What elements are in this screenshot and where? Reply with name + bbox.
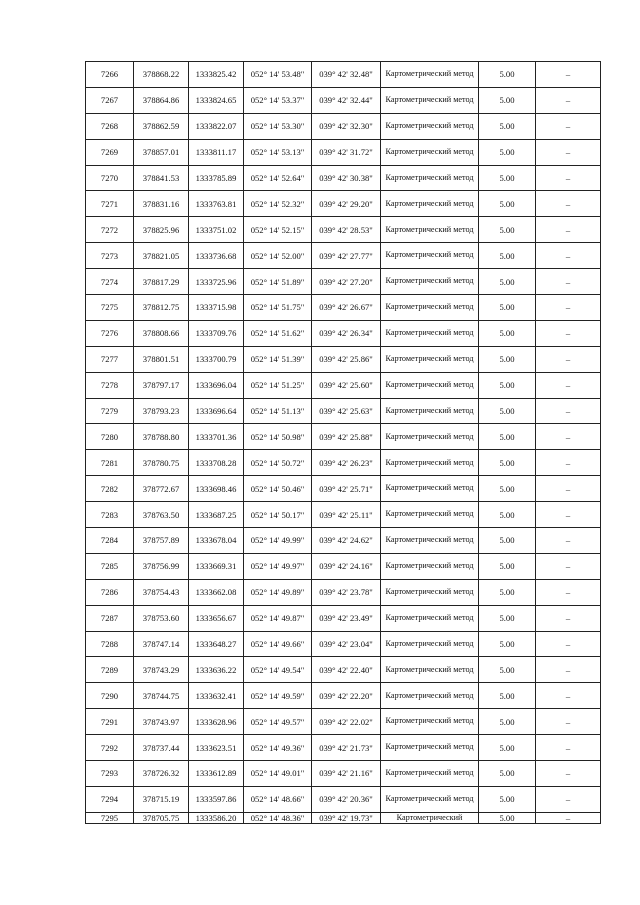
point-number-cell: 7272	[86, 217, 134, 243]
table-row	[86, 812, 601, 823]
latitude-cell: 052° 14' 49.59"	[244, 683, 312, 709]
y-coordinate-cell: 1333662.08	[189, 579, 244, 605]
method-cell: Картометрический метод	[381, 346, 479, 372]
note-cell: –	[536, 243, 601, 269]
point-number-cell: 7276	[86, 320, 134, 346]
latitude-cell: 052° 14' 53.13"	[244, 139, 312, 165]
point-number-cell: 7290	[86, 683, 134, 709]
x-coordinate-cell: 378793.23	[134, 398, 189, 424]
accuracy-cell: 5.00	[479, 605, 536, 631]
accuracy-cell: 5.00	[479, 786, 536, 812]
latitude-cell: 052° 14' 49.54"	[244, 657, 312, 683]
longitude-cell: 039° 42' 25.86"	[312, 346, 381, 372]
longitude-cell: 039° 42' 32.48"	[312, 62, 381, 88]
accuracy-cell: 5.00	[479, 217, 536, 243]
longitude-cell: 039° 42' 23.49"	[312, 605, 381, 631]
accuracy-cell: 5.00	[479, 476, 536, 502]
table-row	[86, 605, 601, 631]
y-coordinate-cell: 1333785.89	[189, 165, 244, 191]
y-coordinate-cell: 1333632.41	[189, 683, 244, 709]
x-coordinate-cell: 378825.96	[134, 217, 189, 243]
x-coordinate-cell: 378812.75	[134, 295, 189, 321]
y-coordinate-cell: 1333751.02	[189, 217, 244, 243]
note-cell: –	[536, 320, 601, 346]
note-cell: –	[536, 295, 601, 321]
x-coordinate-cell: 378747.14	[134, 631, 189, 657]
accuracy-cell: 5.00	[479, 320, 536, 346]
accuracy-cell: 5.00	[479, 812, 536, 823]
table-row	[86, 346, 601, 372]
latitude-cell: 052° 14' 50.72"	[244, 450, 312, 476]
point-number-cell: 7279	[86, 398, 134, 424]
y-coordinate-cell: 1333822.07	[189, 113, 244, 139]
longitude-cell: 039° 42' 25.11"	[312, 502, 381, 528]
accuracy-cell: 5.00	[479, 709, 536, 735]
method-cell: Картометрический метод	[381, 735, 479, 761]
point-number-cell: 7266	[86, 62, 134, 88]
point-number-cell: 7283	[86, 502, 134, 528]
longitude-cell: 039° 42' 19.73"	[312, 812, 381, 823]
point-number-cell: 7277	[86, 346, 134, 372]
table-row	[86, 553, 601, 579]
method-cell: Картометрический метод	[381, 372, 479, 398]
note-cell: –	[536, 579, 601, 605]
note-cell: –	[536, 528, 601, 554]
longitude-cell: 039° 42' 20.36"	[312, 786, 381, 812]
y-coordinate-cell: 1333709.76	[189, 320, 244, 346]
x-coordinate-cell: 378857.01	[134, 139, 189, 165]
table-row	[86, 735, 601, 761]
table-row	[86, 579, 601, 605]
y-coordinate-cell: 1333656.67	[189, 605, 244, 631]
method-cell: Картометрический метод	[381, 424, 479, 450]
accuracy-cell: 5.00	[479, 295, 536, 321]
table-row	[86, 502, 601, 528]
latitude-cell: 052° 14' 51.62"	[244, 320, 312, 346]
latitude-cell: 052° 14' 49.99"	[244, 528, 312, 554]
method-cell: Картометрический метод	[381, 295, 479, 321]
latitude-cell: 052° 14' 49.01"	[244, 761, 312, 787]
x-coordinate-cell: 378868.22	[134, 62, 189, 88]
x-coordinate-cell: 378757.89	[134, 528, 189, 554]
method-cell: Картометрический метод	[381, 528, 479, 554]
accuracy-cell: 5.00	[479, 631, 536, 657]
longitude-cell: 039° 42' 27.20"	[312, 269, 381, 295]
method-cell: Картометрический метод	[381, 62, 479, 88]
x-coordinate-cell: 378763.50	[134, 502, 189, 528]
table-row	[86, 87, 601, 113]
note-cell: –	[536, 372, 601, 398]
x-coordinate-cell: 378726.32	[134, 761, 189, 787]
longitude-cell: 039° 42' 26.67"	[312, 295, 381, 321]
point-number-cell: 7282	[86, 476, 134, 502]
x-coordinate-cell: 378808.66	[134, 320, 189, 346]
latitude-cell: 052° 14' 53.30"	[244, 113, 312, 139]
accuracy-cell: 5.00	[479, 269, 536, 295]
table-row	[86, 476, 601, 502]
note-cell: –	[536, 657, 601, 683]
latitude-cell: 052° 14' 49.97"	[244, 553, 312, 579]
note-cell: –	[536, 217, 601, 243]
method-cell: Картометрический метод	[381, 657, 479, 683]
latitude-cell: 052° 14' 50.46"	[244, 476, 312, 502]
latitude-cell: 052° 14' 51.13"	[244, 398, 312, 424]
note-cell: –	[536, 553, 601, 579]
note-cell: –	[536, 605, 601, 631]
table-row	[86, 631, 601, 657]
latitude-cell: 052° 14' 52.64"	[244, 165, 312, 191]
method-cell: Картометрический метод	[381, 786, 479, 812]
longitude-cell: 039° 42' 22.40"	[312, 657, 381, 683]
note-cell: –	[536, 113, 601, 139]
table-row	[86, 243, 601, 269]
longitude-cell: 039° 42' 25.71"	[312, 476, 381, 502]
latitude-cell: 052° 14' 49.89"	[244, 579, 312, 605]
coordinates-table	[85, 61, 601, 824]
longitude-cell: 039° 42' 28.53"	[312, 217, 381, 243]
x-coordinate-cell: 378772.67	[134, 476, 189, 502]
longitude-cell: 039° 42' 25.63"	[312, 398, 381, 424]
point-number-cell: 7284	[86, 528, 134, 554]
accuracy-cell: 5.00	[479, 683, 536, 709]
table-row	[86, 295, 601, 321]
y-coordinate-cell: 1333597.86	[189, 786, 244, 812]
note-cell: –	[536, 269, 601, 295]
point-number-cell: 7280	[86, 424, 134, 450]
longitude-cell: 039° 42' 22.02"	[312, 709, 381, 735]
longitude-cell: 039° 42' 32.44"	[312, 87, 381, 113]
accuracy-cell: 5.00	[479, 450, 536, 476]
note-cell: –	[536, 165, 601, 191]
table-body	[86, 62, 601, 824]
longitude-cell: 039° 42' 26.34"	[312, 320, 381, 346]
x-coordinate-cell: 378754.43	[134, 579, 189, 605]
accuracy-cell: 5.00	[479, 735, 536, 761]
method-cell: Картометрический метод	[381, 87, 479, 113]
note-cell: –	[536, 476, 601, 502]
point-number-cell: 7292	[86, 735, 134, 761]
point-number-cell: 7269	[86, 139, 134, 165]
table-row	[86, 424, 601, 450]
note-cell: –	[536, 709, 601, 735]
accuracy-cell: 5.00	[479, 502, 536, 528]
y-coordinate-cell: 1333586.20	[189, 812, 244, 823]
point-number-cell: 7270	[86, 165, 134, 191]
accuracy-cell: 5.00	[479, 87, 536, 113]
note-cell: –	[536, 631, 601, 657]
point-number-cell: 7286	[86, 579, 134, 605]
longitude-cell: 039° 42' 30.38"	[312, 165, 381, 191]
table-row	[86, 450, 601, 476]
point-number-cell: 7285	[86, 553, 134, 579]
accuracy-cell: 5.00	[479, 191, 536, 217]
method-cell: Картометрический метод	[381, 605, 479, 631]
point-number-cell: 7294	[86, 786, 134, 812]
point-number-cell: 7274	[86, 269, 134, 295]
x-coordinate-cell: 378753.60	[134, 605, 189, 631]
y-coordinate-cell: 1333678.04	[189, 528, 244, 554]
latitude-cell: 052° 14' 51.89"	[244, 269, 312, 295]
point-number-cell: 7295	[86, 812, 134, 823]
longitude-cell: 039° 42' 23.78"	[312, 579, 381, 605]
table-row	[86, 269, 601, 295]
method-cell: Картометрический метод	[381, 631, 479, 657]
x-coordinate-cell: 378780.75	[134, 450, 189, 476]
accuracy-cell: 5.00	[479, 528, 536, 554]
method-cell: Картометрический метод	[381, 320, 479, 346]
latitude-cell: 052° 14' 51.39"	[244, 346, 312, 372]
longitude-cell: 039° 42' 25.88"	[312, 424, 381, 450]
x-coordinate-cell: 378715.19	[134, 786, 189, 812]
method-cell: Картометрический метод	[381, 269, 479, 295]
latitude-cell: 052° 14' 50.98"	[244, 424, 312, 450]
longitude-cell: 039° 42' 24.16"	[312, 553, 381, 579]
method-cell: Картометрический метод	[381, 398, 479, 424]
y-coordinate-cell: 1333648.27	[189, 631, 244, 657]
latitude-cell: 052° 14' 52.32"	[244, 191, 312, 217]
longitude-cell: 039° 42' 31.72"	[312, 139, 381, 165]
table-row	[86, 372, 601, 398]
longitude-cell: 039° 42' 25.60"	[312, 372, 381, 398]
note-cell: –	[536, 62, 601, 88]
method-cell: Картометрический	[381, 812, 479, 823]
table-row	[86, 761, 601, 787]
latitude-cell: 052° 14' 49.66"	[244, 631, 312, 657]
accuracy-cell: 5.00	[479, 62, 536, 88]
longitude-cell: 039° 42' 23.04"	[312, 631, 381, 657]
method-cell: Картометрический метод	[381, 243, 479, 269]
accuracy-cell: 5.00	[479, 372, 536, 398]
method-cell: Картометрический метод	[381, 502, 479, 528]
method-cell: Картометрический метод	[381, 579, 479, 605]
point-number-cell: 7287	[86, 605, 134, 631]
table-row	[86, 139, 601, 165]
method-cell: Картометрический метод	[381, 683, 479, 709]
y-coordinate-cell: 1333824.65	[189, 87, 244, 113]
latitude-cell: 052° 14' 52.00"	[244, 243, 312, 269]
table-row	[86, 683, 601, 709]
y-coordinate-cell: 1333696.04	[189, 372, 244, 398]
point-number-cell: 7271	[86, 191, 134, 217]
point-number-cell: 7267	[86, 87, 134, 113]
y-coordinate-cell: 1333708.28	[189, 450, 244, 476]
longitude-cell: 039° 42' 21.73"	[312, 735, 381, 761]
x-coordinate-cell: 378705.75	[134, 812, 189, 823]
x-coordinate-cell: 378756.99	[134, 553, 189, 579]
x-coordinate-cell: 378797.17	[134, 372, 189, 398]
y-coordinate-cell: 1333701.36	[189, 424, 244, 450]
latitude-cell: 052° 14' 49.36"	[244, 735, 312, 761]
point-number-cell: 7275	[86, 295, 134, 321]
y-coordinate-cell: 1333715.98	[189, 295, 244, 321]
method-cell: Картометрический метод	[381, 113, 479, 139]
accuracy-cell: 5.00	[479, 553, 536, 579]
note-cell: –	[536, 346, 601, 372]
longitude-cell: 039° 42' 32.30"	[312, 113, 381, 139]
accuracy-cell: 5.00	[479, 113, 536, 139]
latitude-cell: 052° 14' 53.37"	[244, 87, 312, 113]
accuracy-cell: 5.00	[479, 761, 536, 787]
x-coordinate-cell: 378737.44	[134, 735, 189, 761]
method-cell: Картометрический метод	[381, 139, 479, 165]
y-coordinate-cell: 1333687.25	[189, 502, 244, 528]
table-row	[86, 398, 601, 424]
latitude-cell: 052° 14' 53.48"	[244, 62, 312, 88]
table-row	[86, 657, 601, 683]
latitude-cell: 052° 14' 50.17"	[244, 502, 312, 528]
accuracy-cell: 5.00	[479, 346, 536, 372]
note-cell: –	[536, 424, 601, 450]
y-coordinate-cell: 1333623.51	[189, 735, 244, 761]
latitude-cell: 052° 14' 49.57"	[244, 709, 312, 735]
note-cell: –	[536, 139, 601, 165]
y-coordinate-cell: 1333612.89	[189, 761, 244, 787]
table-row	[86, 217, 601, 243]
method-cell: Картометрический метод	[381, 709, 479, 735]
y-coordinate-cell: 1333636.22	[189, 657, 244, 683]
note-cell: –	[536, 191, 601, 217]
latitude-cell: 052° 14' 51.25"	[244, 372, 312, 398]
longitude-cell: 039° 42' 26.23"	[312, 450, 381, 476]
method-cell: Картометрический метод	[381, 165, 479, 191]
point-number-cell: 7281	[86, 450, 134, 476]
point-number-cell: 7289	[86, 657, 134, 683]
y-coordinate-cell: 1333736.68	[189, 243, 244, 269]
x-coordinate-cell: 378788.80	[134, 424, 189, 450]
accuracy-cell: 5.00	[479, 398, 536, 424]
y-coordinate-cell: 1333696.64	[189, 398, 244, 424]
accuracy-cell: 5.00	[479, 243, 536, 269]
accuracy-cell: 5.00	[479, 424, 536, 450]
y-coordinate-cell: 1333825.42	[189, 62, 244, 88]
accuracy-cell: 5.00	[479, 139, 536, 165]
table-row	[86, 709, 601, 735]
note-cell: –	[536, 812, 601, 823]
longitude-cell: 039° 42' 21.16"	[312, 761, 381, 787]
x-coordinate-cell: 378831.16	[134, 191, 189, 217]
point-number-cell: 7278	[86, 372, 134, 398]
method-cell: Картометрический метод	[381, 191, 479, 217]
accuracy-cell: 5.00	[479, 165, 536, 191]
table-row	[86, 786, 601, 812]
longitude-cell: 039° 42' 22.20"	[312, 683, 381, 709]
x-coordinate-cell: 378801.51	[134, 346, 189, 372]
x-coordinate-cell: 378862.59	[134, 113, 189, 139]
note-cell: –	[536, 87, 601, 113]
note-cell: –	[536, 683, 601, 709]
table-row	[86, 62, 601, 88]
x-coordinate-cell: 378743.97	[134, 709, 189, 735]
longitude-cell: 039° 42' 24.62"	[312, 528, 381, 554]
note-cell: –	[536, 398, 601, 424]
latitude-cell: 052° 14' 52.15"	[244, 217, 312, 243]
longitude-cell: 039° 42' 27.77"	[312, 243, 381, 269]
latitude-cell: 052° 14' 51.75"	[244, 295, 312, 321]
x-coordinate-cell: 378817.29	[134, 269, 189, 295]
method-cell: Картометрический метод	[381, 476, 479, 502]
y-coordinate-cell: 1333669.31	[189, 553, 244, 579]
y-coordinate-cell: 1333698.46	[189, 476, 244, 502]
y-coordinate-cell: 1333811.17	[189, 139, 244, 165]
x-coordinate-cell: 378864.86	[134, 87, 189, 113]
y-coordinate-cell: 1333725.96	[189, 269, 244, 295]
table-row	[86, 191, 601, 217]
x-coordinate-cell: 378743.29	[134, 657, 189, 683]
x-coordinate-cell: 378821.05	[134, 243, 189, 269]
point-number-cell: 7273	[86, 243, 134, 269]
accuracy-cell: 5.00	[479, 657, 536, 683]
y-coordinate-cell: 1333628.96	[189, 709, 244, 735]
note-cell: –	[536, 786, 601, 812]
table-row	[86, 528, 601, 554]
note-cell: –	[536, 450, 601, 476]
point-number-cell: 7288	[86, 631, 134, 657]
y-coordinate-cell: 1333700.79	[189, 346, 244, 372]
note-cell: –	[536, 502, 601, 528]
longitude-cell: 039° 42' 29.20"	[312, 191, 381, 217]
point-number-cell: 7268	[86, 113, 134, 139]
point-number-cell: 7291	[86, 709, 134, 735]
x-coordinate-cell: 378744.75	[134, 683, 189, 709]
point-number-cell: 7293	[86, 761, 134, 787]
latitude-cell: 052° 14' 48.66"	[244, 786, 312, 812]
table-row	[86, 320, 601, 346]
note-cell: –	[536, 735, 601, 761]
y-coordinate-cell: 1333763.81	[189, 191, 244, 217]
table-row	[86, 113, 601, 139]
latitude-cell: 052° 14' 49.87"	[244, 605, 312, 631]
table-row	[86, 165, 601, 191]
accuracy-cell: 5.00	[479, 579, 536, 605]
method-cell: Картометрический метод	[381, 761, 479, 787]
note-cell: –	[536, 761, 601, 787]
method-cell: Картометрический метод	[381, 217, 479, 243]
x-coordinate-cell: 378841.53	[134, 165, 189, 191]
method-cell: Картометрический метод	[381, 450, 479, 476]
latitude-cell: 052° 14' 48.36"	[244, 812, 312, 823]
method-cell: Картометрический метод	[381, 553, 479, 579]
